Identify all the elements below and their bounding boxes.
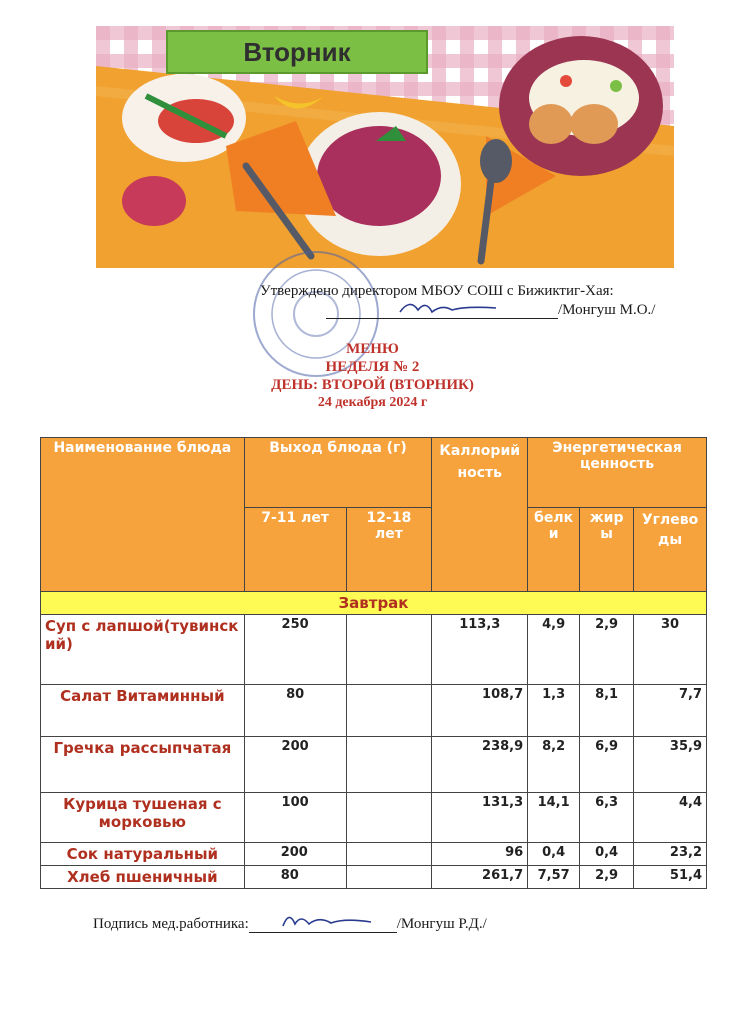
calories: 238,9 xyxy=(432,737,528,793)
fats: 6,3 xyxy=(580,793,634,843)
proteins: 0,4 xyxy=(528,843,580,866)
calories: 261,7 xyxy=(432,866,528,889)
table-row xyxy=(41,615,707,685)
menu-titles xyxy=(0,340,745,412)
table-row xyxy=(41,685,707,737)
table-row xyxy=(41,793,707,843)
director-signature xyxy=(396,296,506,318)
header-output: Выход блюда (г) xyxy=(244,438,432,508)
calories: 108,7 xyxy=(432,685,528,737)
director-signature-row xyxy=(326,302,745,319)
fats: 2,9 xyxy=(580,615,634,685)
dish-name: Сок натуральный xyxy=(41,843,245,866)
proteins: 7,57 xyxy=(528,866,580,889)
table-row xyxy=(41,737,707,793)
day-title: ДЕНЬ: ВТОРОЙ (ВТОРНИК) xyxy=(271,377,474,393)
header-age-7-11: 7-11 лет xyxy=(244,508,346,592)
proteins: 1,3 xyxy=(528,685,580,737)
output-12-18 xyxy=(346,866,432,889)
dish-name: Салат Витаминный xyxy=(41,685,245,737)
header-fats: жиры xyxy=(580,508,634,592)
header-age-12-18: 12-18 лет xyxy=(346,508,432,592)
proteins: 4,9 xyxy=(528,615,580,685)
output-7-11: 200 xyxy=(244,843,346,866)
table-row xyxy=(41,843,707,866)
output-12-18 xyxy=(346,615,432,685)
proteins: 14,1 xyxy=(528,793,580,843)
carbs: 51,4 xyxy=(634,866,707,889)
carbs: 4,4 xyxy=(634,793,707,843)
menu-title: МЕНЮ xyxy=(346,341,399,357)
output-7-11: 80 xyxy=(244,685,346,737)
date-title: 24 декабря 2024 г xyxy=(317,395,428,410)
medical-signature-label: Подпись мед.работника: xyxy=(93,916,249,932)
dish-name: Суп с лапшой(тувинский) xyxy=(41,615,245,685)
menu-table xyxy=(40,437,707,889)
proteins: 8,2 xyxy=(528,737,580,793)
fats: 0,4 xyxy=(580,843,634,866)
medical-signature xyxy=(279,908,379,932)
fats: 2,9 xyxy=(580,866,634,889)
header-calories: Каллорийность xyxy=(432,438,528,592)
carbs: 35,9 xyxy=(634,737,707,793)
output-12-18 xyxy=(346,843,432,866)
header-carbs: Углеводы xyxy=(634,508,707,592)
day-label: Вторник xyxy=(166,30,428,74)
header-proteins: белки xyxy=(528,508,580,592)
header-dish: Наименование блюда xyxy=(41,438,245,592)
dish-name: Курица тушеная с морковью xyxy=(41,793,245,843)
medical-worker-name: /Монгуш Р.Д./ xyxy=(396,916,487,932)
output-12-18 xyxy=(346,685,432,737)
calories: 96 xyxy=(432,843,528,866)
calories: 113,3 xyxy=(432,615,528,685)
medical-signature-line xyxy=(249,916,397,933)
director-signature-line xyxy=(326,302,558,319)
output-7-11: 80 xyxy=(244,866,346,889)
carbs: 30 xyxy=(634,615,707,685)
director-name: /Монгуш М.О./ xyxy=(558,302,656,318)
output-12-18 xyxy=(346,737,432,793)
fats: 8,1 xyxy=(580,685,634,737)
dish-name: Хлеб пшеничный xyxy=(41,866,245,889)
section-breakfast: Завтрак xyxy=(41,592,707,615)
output-7-11: 250 xyxy=(244,615,346,685)
header-energy: Энергетическая ценность xyxy=(528,438,707,508)
fats: 6,9 xyxy=(580,737,634,793)
carbs: 7,7 xyxy=(634,685,707,737)
output-7-11: 200 xyxy=(244,737,346,793)
calories: 131,3 xyxy=(432,793,528,843)
dish-name: Гречка рассыпчатая xyxy=(41,737,245,793)
output-7-11: 100 xyxy=(244,793,346,843)
week-title: НЕДЕЛЯ № 2 xyxy=(325,359,420,375)
medical-signature-row xyxy=(93,916,487,933)
carbs: 23,2 xyxy=(634,843,707,866)
output-12-18 xyxy=(346,793,432,843)
approval-line: Утверждено директором МБОУ СОШ с Бижиктиг-Хая: xyxy=(260,283,614,299)
table-row xyxy=(41,866,707,889)
